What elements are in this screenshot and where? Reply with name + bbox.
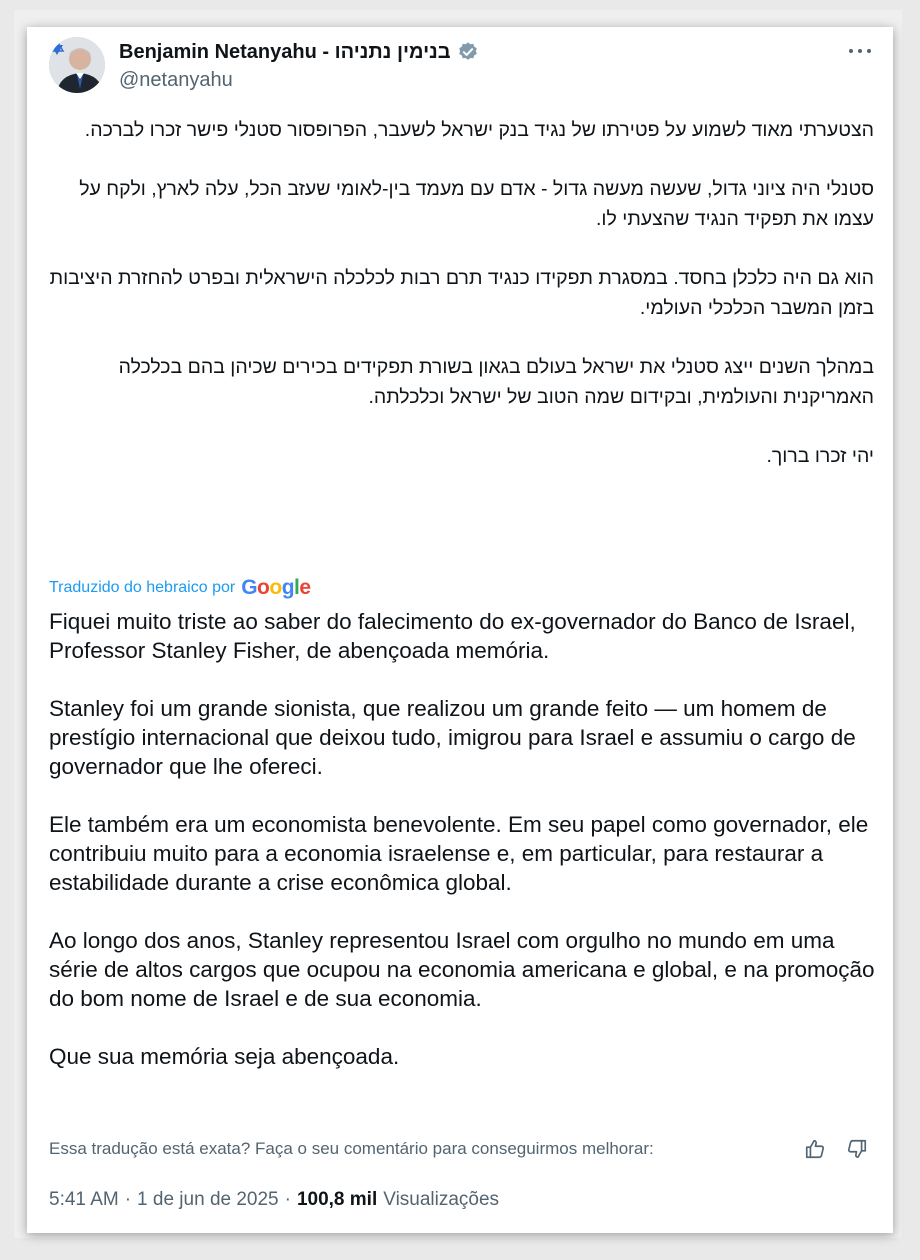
translation-paragraph: Stanley foi um grande sionista, que realizou um grande feito — um homem de prestígio internacional que deixou tudo, imigrou para Israel e assumiu o cargo de governador que lhe ofereci. (49, 696, 856, 779)
meta-separator: · (284, 1189, 291, 1210)
hebrew-paragraph: הוא גם היה כלכלן בחסד. במסגרת תפקידו כנגיד תרם רבות לכלכלה הישראלית ובפרט להחזרת היציבות בזמן המשבר הכלכלי העולמי. (49, 267, 874, 319)
views-label: Visualizações (383, 1189, 500, 1210)
hebrew-paragraph: סטנלי היה ציוני גדול, שעשה מעשה גדול - אדם עם מעמד בין-לאומי שעזב הכל, עלה לארץ, ולקח על עצמו את תפקיד הנגיד שהצעתי לו. (79, 178, 874, 230)
hebrew-paragraph: הצטערתי מאוד לשמוע על פטירתו של נגיד בנק ישראל לשעבר, הפרופסור סטנלי פישר זכרו לברכה. (84, 119, 874, 141)
author-handle[interactable]: @netanyahu (119, 69, 233, 91)
hebrew-paragraph: במהלך השנים ייצג סטנלי את ישראל בעולם בגאון בשורת תפקידים בכירים שכיהן בהם בכלכלה האמריקנית והעולמית, ובקידום שמה הטוב של ישראל וכלכלתה. (118, 356, 874, 408)
author-name-row[interactable] (119, 37, 479, 67)
thumbs-up-icon[interactable] (801, 1135, 829, 1163)
translation-feedback (49, 1135, 871, 1163)
translation-paragraph: Fiquei muito triste ao saber do falecimento do ex-governador do Banco de Israel, Professor Stanley Fisher, de abençoada memória. (49, 609, 856, 663)
tweet-card (27, 27, 893, 1233)
tweet-meta (49, 1185, 499, 1215)
translated-by-label: Traduzido do hebraico por (49, 579, 236, 596)
meta-separator: · (124, 1189, 132, 1210)
verified-badge-icon (457, 41, 479, 63)
views-count: 100,8 mil (296, 1189, 378, 1210)
tweet-date[interactable]: 1 de jun de 2025 (137, 1189, 279, 1210)
translation-paragraph: Que sua memória seja abençoada. (49, 1044, 400, 1069)
tweet-time[interactable]: 5:41 AM (49, 1189, 119, 1210)
author-name[interactable]: Benjamin Netanyahu - בנימין נתניהו (119, 40, 451, 63)
thumbs-down-icon[interactable] (843, 1135, 871, 1163)
feedback-prompt: Essa tradução está exata? Faça o seu comentário para conseguirmos melhorar: (49, 1139, 654, 1158)
translation-paragraph: Ao longo dos anos, Stanley representou Israel com orgulho no mundo em uma série de altos cargos que ocupou na economia americana e global, e na promoção do bom nome de Israel e de sua economia. (49, 928, 875, 1011)
translated-by[interactable] (49, 576, 311, 600)
tweet-text-hebrew (49, 115, 874, 471)
more-dots-icon[interactable] (845, 41, 875, 61)
translation-paragraph: Ele também era um economista benevolente. Em seu papel como governador, ele contribuiu muito para a economia israelense e, em particular, para restaurar a estabilidade durante a crise econômica global. (49, 812, 869, 895)
tweet-text-translation (49, 607, 879, 1071)
hebrew-paragraph: יהי זכרו ברוך. (766, 445, 874, 467)
avatar[interactable] (49, 37, 105, 93)
google-logo: Google (241, 576, 311, 599)
